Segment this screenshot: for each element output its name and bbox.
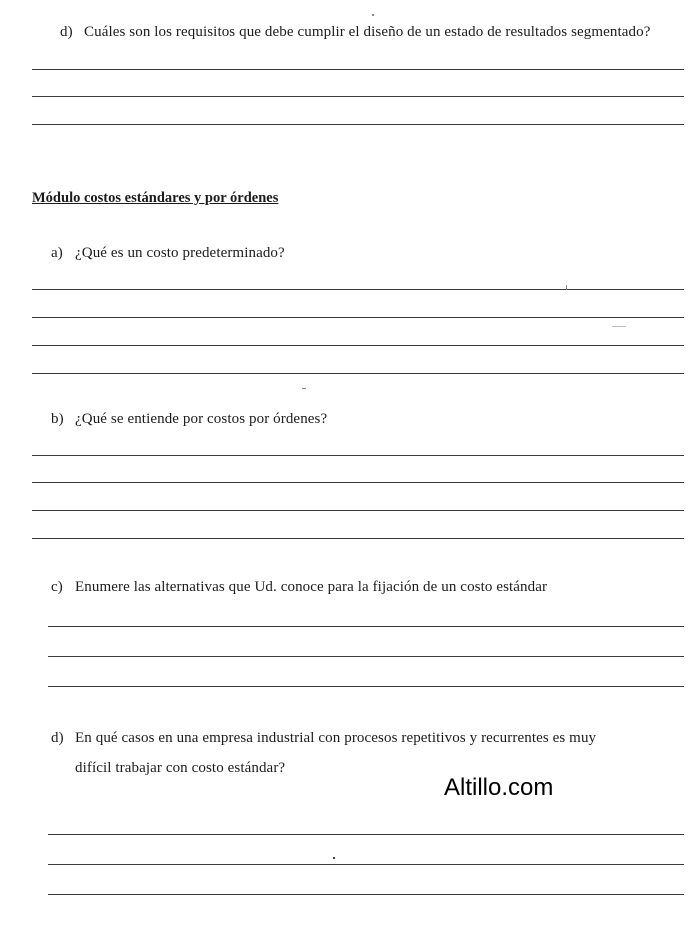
question-text: ¿Qué se entiende por costos por órdenes?: [75, 411, 328, 427]
answer-line: [32, 317, 684, 318]
module-heading: Módulo costos estándares y por órdenes: [32, 190, 279, 206]
answer-line: [48, 656, 684, 657]
question-d: [51, 730, 596, 747]
answer-line: [48, 894, 684, 895]
question-text-line2: difícil trabajar con costo estándar?: [75, 760, 286, 776]
question-a: [51, 245, 285, 262]
answer-line: [48, 834, 684, 835]
question-label: b): [51, 411, 64, 427]
watermark-logo: Altillo.com: [444, 774, 554, 801]
question-label: a): [51, 245, 63, 261]
answer-line: [32, 510, 684, 511]
question-label: d): [60, 24, 73, 40]
question-text: ¿Qué es un costo predeterminado?: [75, 245, 285, 261]
answer-line: [32, 373, 684, 374]
scan-speck: [566, 285, 567, 290]
answer-line: [32, 124, 684, 125]
question-text: Enumere las alternativas que Ud. conoce para la fijación de un costo estándar: [75, 579, 548, 595]
question-c: [51, 579, 547, 596]
scan-speck: [333, 857, 335, 859]
question-text-line1: En qué casos en una empresa industrial con procesos repetitivos y recurrentes es muy: [75, 730, 597, 746]
answer-line: [48, 864, 684, 865]
question-b: [51, 411, 327, 428]
answer-line: [32, 289, 684, 290]
answer-line: [32, 538, 684, 539]
answer-line: [48, 686, 684, 687]
answer-line: [32, 482, 684, 483]
question-label: d): [51, 730, 64, 746]
answer-line: [32, 345, 684, 346]
answer-line: [32, 96, 684, 97]
answer-line: [32, 455, 684, 456]
answer-line: [48, 626, 684, 627]
question-d-continuation: [75, 760, 285, 777]
question-label: c): [51, 579, 63, 595]
answer-line: [32, 69, 684, 70]
scan-speck: [302, 388, 306, 389]
scan-speck: [372, 14, 374, 16]
question-prev-d: [60, 24, 650, 41]
question-text: Cuáles son los requisitos que debe cumplir el diseño de un estado de resultados segmentado?: [84, 24, 651, 40]
scan-speck: [612, 326, 626, 327]
